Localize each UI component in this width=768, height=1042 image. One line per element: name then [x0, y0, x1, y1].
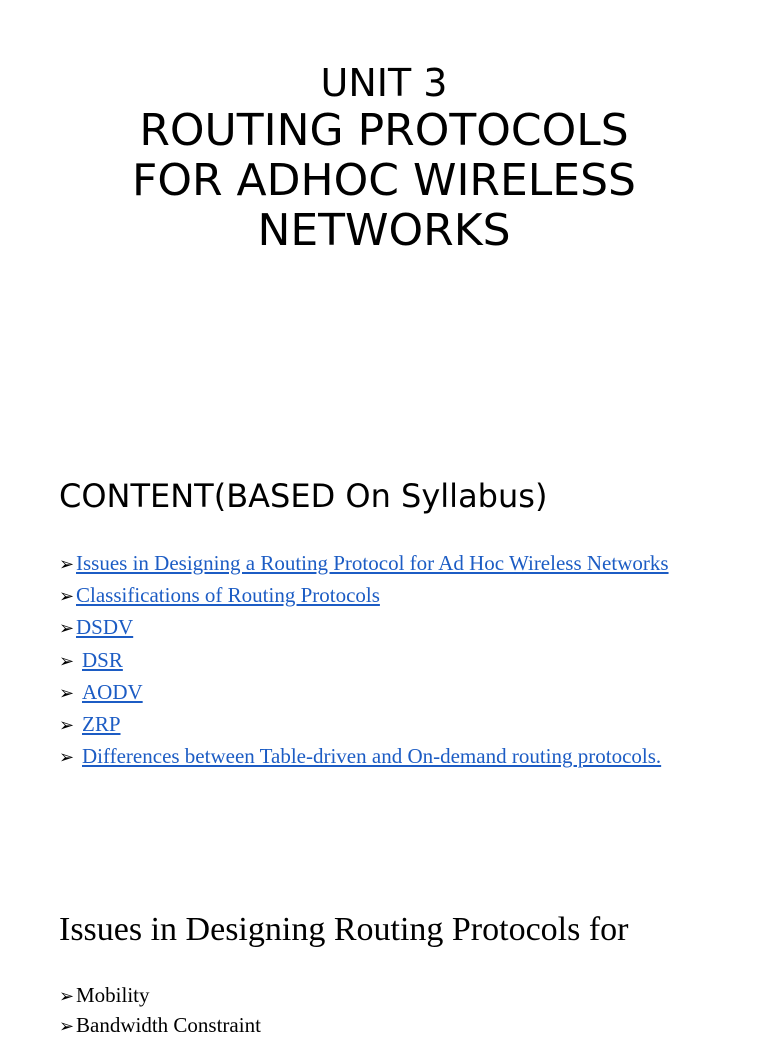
list-item — [59, 980, 261, 1010]
issues-list — [59, 980, 261, 1040]
list-item — [59, 676, 669, 708]
page-title-line: FOR ADHOC WIRELESS — [132, 155, 636, 206]
issues-heading: Issues in Designing Routing Protocols for — [59, 911, 629, 948]
arrowhead-bullet-icon: ➢ — [59, 554, 75, 575]
list-item — [59, 644, 669, 676]
arrowhead-bullet-icon: ➢ — [59, 650, 75, 672]
link-aodv[interactable]: AODV — [82, 679, 143, 704]
arrowhead-bullet-icon: ➢ — [59, 747, 75, 769]
arrowhead-bullet-icon: ➢ — [59, 586, 75, 608]
arrowhead-bullet-icon: ➢ — [59, 682, 75, 704]
list-item — [59, 740, 669, 772]
arrowhead-bullet-icon: ➢ — [59, 714, 75, 736]
arrowhead-bullet-icon: ➢ — [59, 618, 75, 640]
link-dsr[interactable]: DSR — [82, 647, 123, 672]
content-list — [59, 547, 669, 772]
link-zrp[interactable]: ZRP — [82, 711, 121, 736]
issue-label: Mobility — [76, 983, 150, 1007]
list-item — [59, 1010, 261, 1040]
link-issues-in-designing[interactable]: Issues in Designing a Routing Protocol for Ad Hoc Wireless Networks — [76, 551, 669, 575]
list-item — [59, 547, 669, 579]
page-title — [0, 106, 768, 256]
list-item — [59, 611, 669, 643]
link-dsdv[interactable]: DSDV — [76, 615, 134, 640]
link-classifications[interactable]: Classifications of Routing Protocols — [76, 583, 380, 608]
arrowhead-bullet-icon: ➢ — [59, 1016, 75, 1037]
content-heading: CONTENT(BASED On Syllabus) — [59, 477, 548, 515]
list-item — [59, 708, 669, 740]
link-differences[interactable]: Differences between Table-driven and On-demand routing protocols. — [82, 744, 662, 769]
arrowhead-bullet-icon: ➢ — [59, 986, 75, 1007]
page-title-line: ROUTING PROTOCOLS — [139, 105, 629, 156]
unit-title: UNIT 3 — [320, 61, 448, 105]
page-title-line: NETWORKS — [257, 205, 511, 256]
title-block — [0, 62, 768, 256]
issue-label: Bandwidth Constraint — [76, 1013, 261, 1037]
list-item — [59, 579, 669, 611]
